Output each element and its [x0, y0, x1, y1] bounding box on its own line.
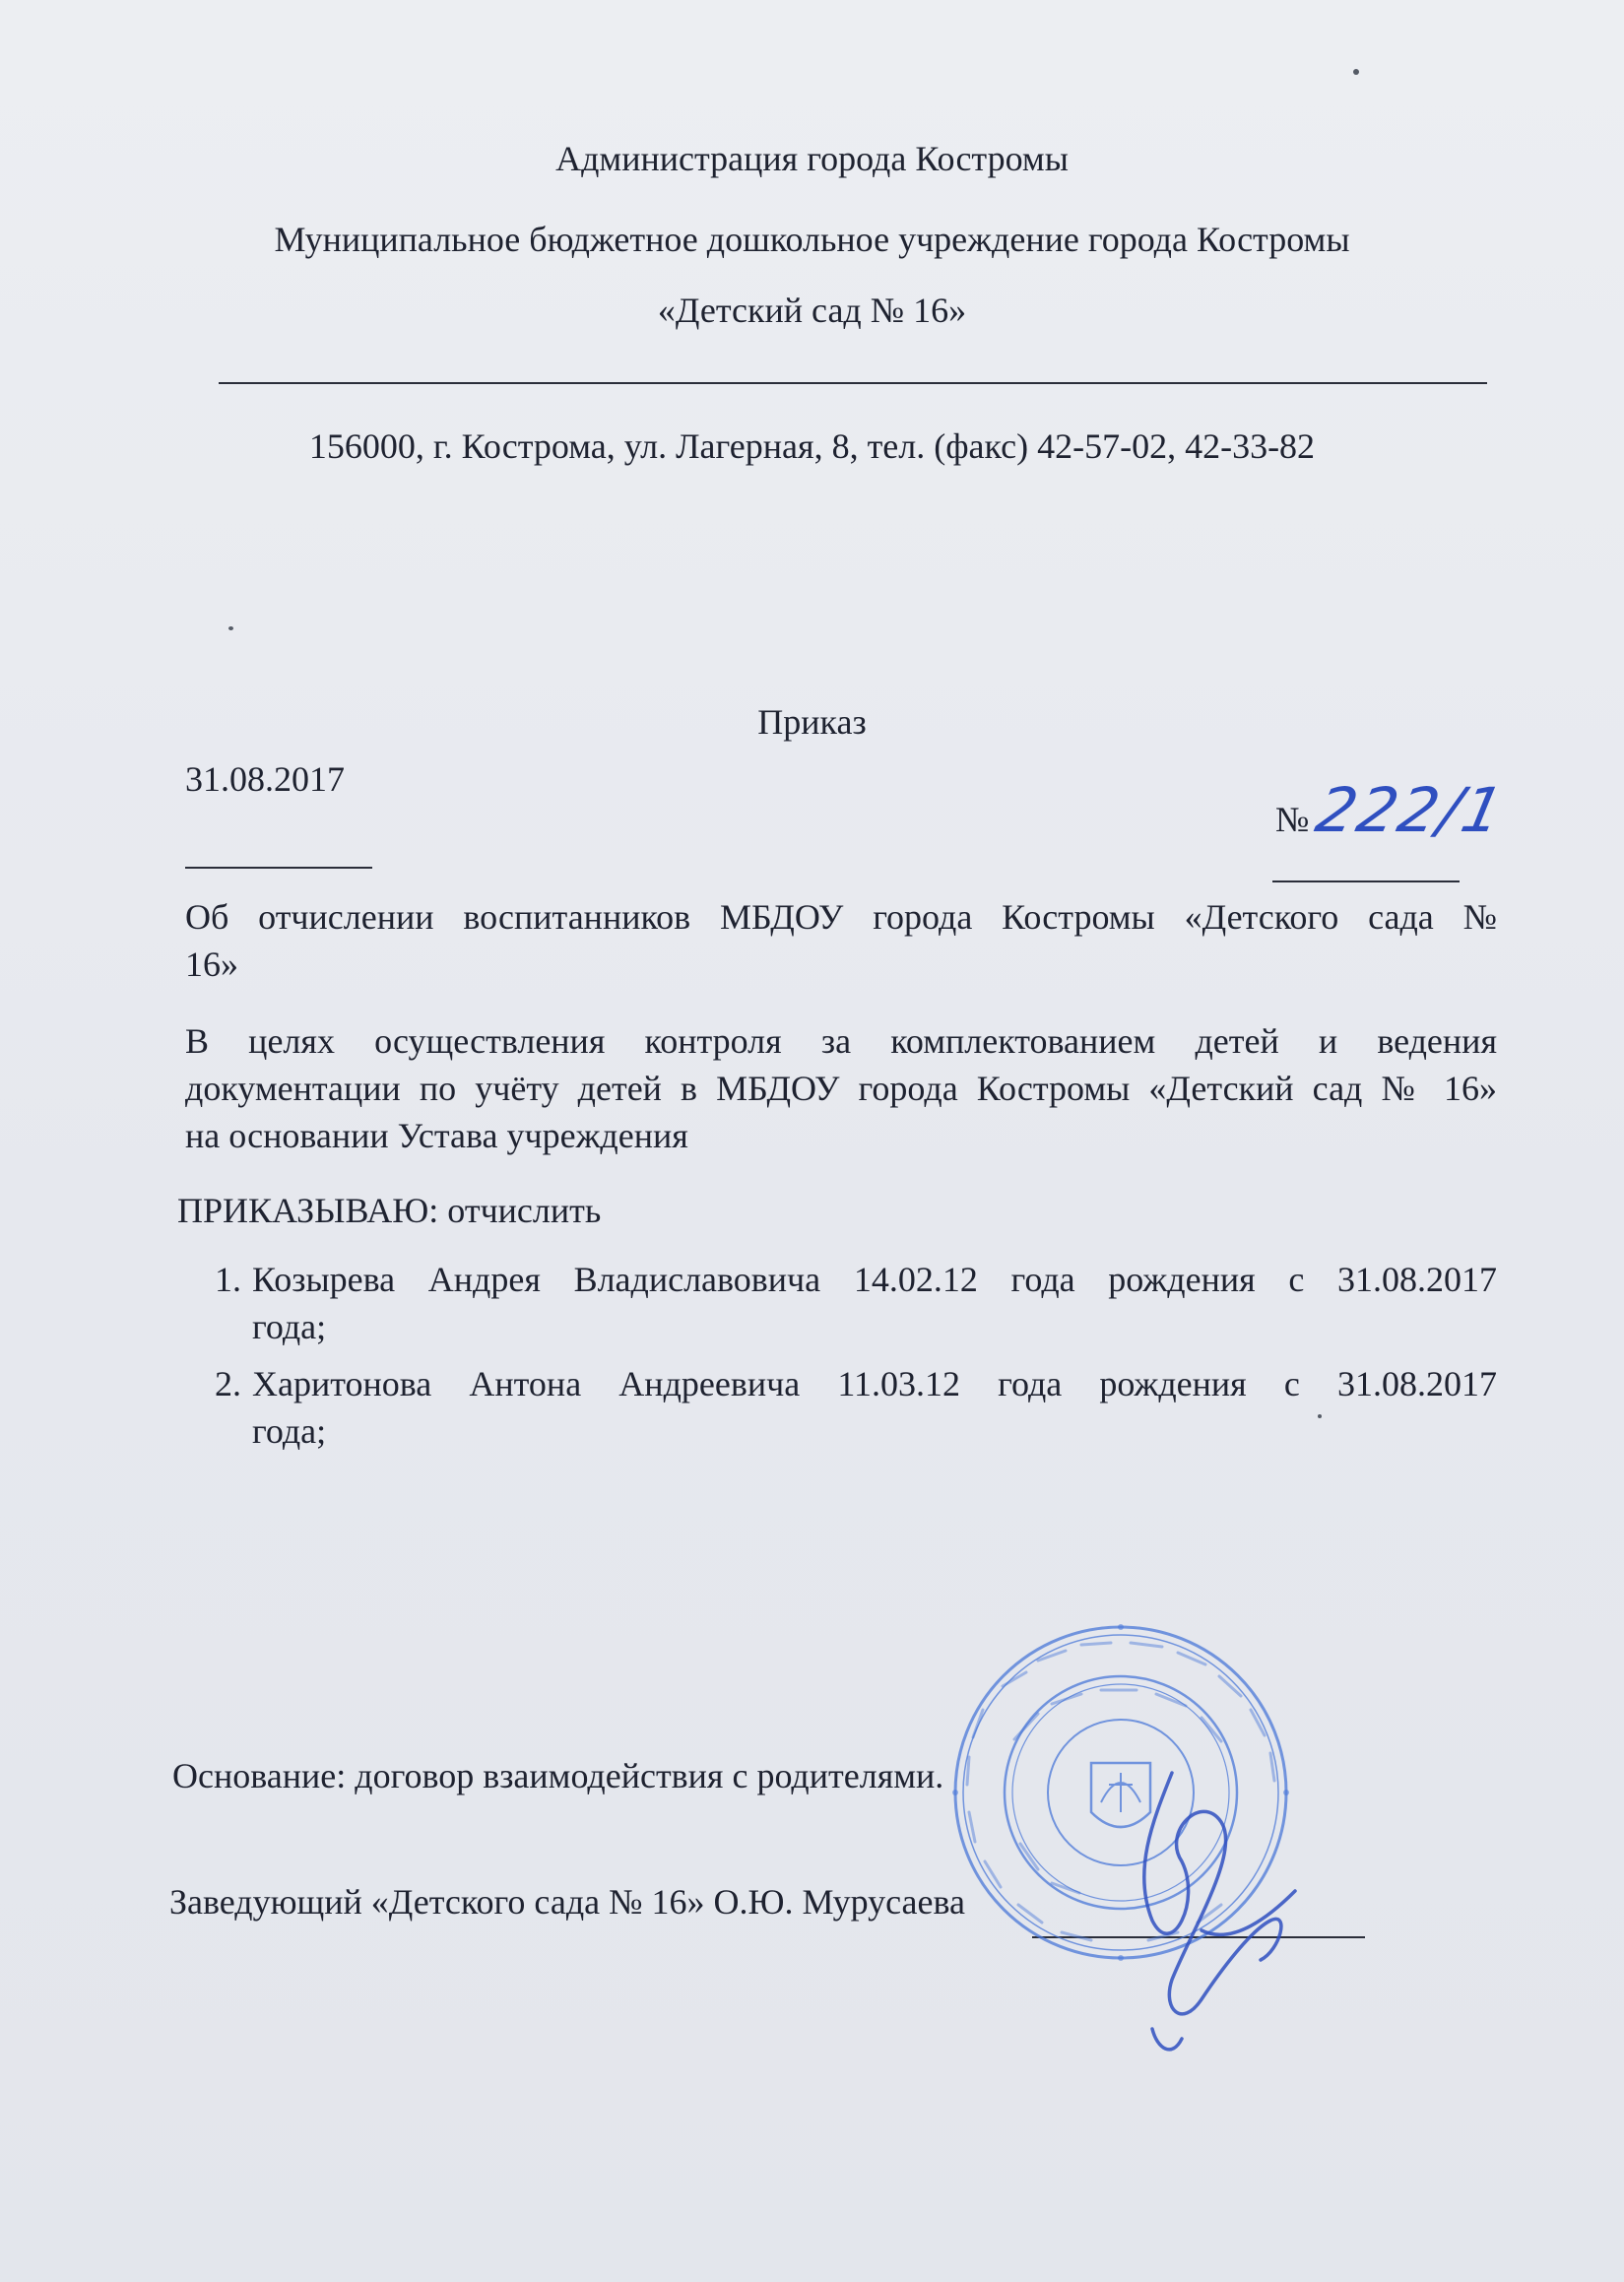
list-item-number: 2.: [215, 1364, 241, 1403]
list-item-line1: Харитонова Антона Андреевича 11.03.12 года рождения с 31.08.2017: [252, 1364, 1497, 1403]
preamble-line1: В целях осуществления контроля за комплектованием детей и ведения: [185, 1021, 1497, 1061]
number-underline: [1272, 880, 1460, 882]
handwritten-signature: [1113, 1733, 1310, 2068]
preamble-line3: на основании Устава учреждения: [185, 1116, 688, 1155]
header-address: 156000, г. Кострома, ул. Лагерная, 8, тел. (факс) 42-57-02, 42-33-82: [308, 426, 1316, 466]
order-title: Приказ: [757, 702, 867, 742]
header-administration: Администрация города Костромы: [555, 139, 1069, 178]
signature-icon: [1113, 1733, 1310, 2068]
header-institution: Муниципальное бюджетное дошкольное учреждение города Костромы: [274, 220, 1350, 259]
order-number: [1275, 774, 1512, 846]
order-directive: ПРИКАЗЫВАЮ: отчислить: [177, 1191, 602, 1230]
list-item-line2: года;: [252, 1411, 327, 1451]
order-subject-line1: Об отчислении воспитанников МБДОУ города Костромы «Детского сада №: [185, 897, 1497, 937]
scan-speck: [1353, 69, 1359, 75]
preamble-line2: документации по учёту детей в МБДОУ города Костромы «Детский сад № 16»: [185, 1069, 1497, 1108]
order-number-label: №: [1275, 800, 1310, 839]
signature-line-text: Заведующий «Детского сада № 16» О.Ю. Мурусаева: [169, 1882, 965, 1922]
order-number-handwritten: 222/1: [1310, 774, 1512, 846]
header-kindergarten-name: «Детский сад № 16»: [657, 291, 967, 330]
order-basis: Основание: договор взаимодействия с родителями.: [172, 1756, 944, 1795]
header-divider: [219, 382, 1487, 384]
date-underline: [185, 867, 372, 869]
list-item-line2: года;: [252, 1307, 327, 1346]
scan-speck: [1318, 1414, 1322, 1418]
list-item-number: 1.: [215, 1260, 241, 1299]
order-date: 31.08.2017: [185, 759, 345, 799]
list-item-line1: Козырева Андрея Владиславовича 14.02.12 года рождения с 31.08.2017: [252, 1260, 1497, 1299]
scan-speck: [228, 626, 233, 630]
order-subject-line2: 16»: [185, 945, 238, 984]
